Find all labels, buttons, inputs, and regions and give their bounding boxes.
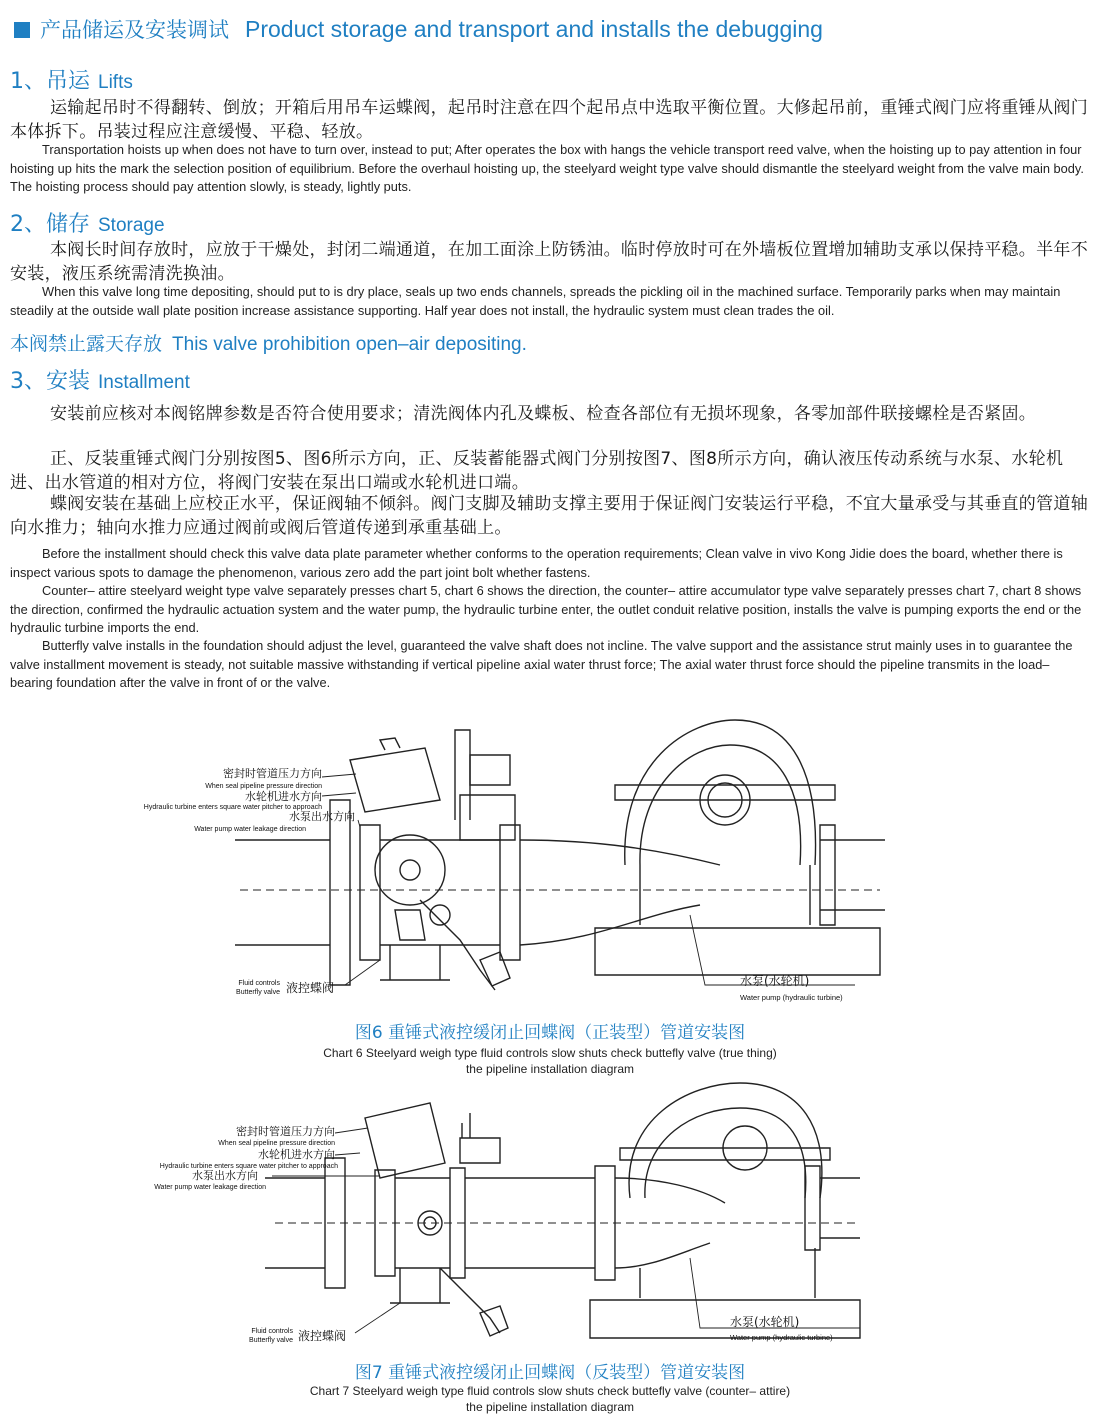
header-title-cn: 产品储运及安装调试 xyxy=(40,18,229,42)
pump-split-flange xyxy=(615,785,835,800)
weight-box xyxy=(350,748,440,812)
label-valve-en-1: Fluid controls xyxy=(238,980,280,987)
figure-7-caption-en-1: Chart 7 Steelyard weigh type fluid controls slow shuts check buttefly valve (counter– attire) xyxy=(309,1384,791,1398)
section-lifts-heading xyxy=(10,64,133,95)
label-pump-cn: 水泵出水方向 xyxy=(289,810,355,823)
label-turbine-cn: 水轮机进水方向 xyxy=(245,790,322,803)
valve-flange-right xyxy=(500,825,520,960)
header-title-en: Product storage and transport and installs the debugging xyxy=(245,16,823,42)
warning-en: This valve prohibition open–air depositing. xyxy=(172,334,527,355)
figure-7-caption-en-2: the pipeline installation diagram xyxy=(465,1400,635,1414)
figure-7-caption-cn: 图7 重锤式液控缓闭止回蝶阀（反装型）管道安装图 xyxy=(354,1363,746,1383)
figure-7-labels xyxy=(154,1124,833,1344)
pump-foundation xyxy=(595,928,880,975)
section-installment-heading xyxy=(10,364,190,395)
installment-body-cn-2: 正、反装重锤式阀门分别按图5、图6所示方向，正、反装蓄能器式阀门分别按图7、图8所示方向，确认液压传动系统与水泵、水轮机进、出水管道的相对方位，将阀门安装在泵出口端或水轮机进口端。 xyxy=(10,449,1064,493)
figure-7-diagram xyxy=(0,1078,1100,1358)
label-turbine-cn: 水轮机进水方向 xyxy=(258,1148,335,1161)
outlet-pipe xyxy=(820,840,885,910)
installment-heading-cn: 3、安装 xyxy=(10,369,90,394)
label-turbine-en: Hydraulic turbine enters square water pitcher to approach xyxy=(159,1163,338,1170)
outlet-pipe xyxy=(820,1178,860,1238)
actuator-motor xyxy=(470,755,510,785)
actuator-box xyxy=(460,795,515,840)
storage-heading-cn: 2、储存 xyxy=(10,212,90,237)
storage-heading-en: Storage xyxy=(98,215,165,236)
label-pressure-cn: 密封时管道压力方向 xyxy=(223,767,322,780)
pump-casing-inner xyxy=(640,745,801,865)
lifts-heading-en: Lifts xyxy=(98,72,133,93)
pump-casing-upper xyxy=(625,720,816,865)
storage-body-en: When this valve long time depositing, should put to is dry place, seals up two ends channels, spreads the pickling oil in the machined surface. Temporarily parks when may maintain steadily at the outside wall plate position increase assistance supporting. Half year does not install, the hydraulic system must clean trades the oil. xyxy=(10,284,1061,318)
label-turbine-en: Hydraulic turbine enters square water pitcher to approach xyxy=(143,804,322,811)
label-waterpump-cn: 水泵(水轮机) xyxy=(740,974,810,988)
label-valve-cn: 液控蝶阀 xyxy=(286,981,335,995)
lifts-body-en: Transportation hoists up when does not have to turn over, instead to put; After operates the box with hangs the vehicle transport reed valve, when the hoisting up to pay attention in four hoisting up hits the mark the selection position of equilibrium. Before the overhaul hoisting up, the steelyard weight type valve should dismantle the steelyard weight from the valve main body. The hoisting process should pay attention slowly, is steady, lightly puts. xyxy=(10,142,1084,194)
outlet-flange xyxy=(805,1166,820,1250)
valve-support xyxy=(390,1268,450,1303)
label-pressure-en: When seal pipeline pressure direction xyxy=(218,1140,335,1147)
inlet-flange xyxy=(330,800,350,985)
actuator-wheel xyxy=(375,835,445,905)
lifts-body-cn: 运输起吊时不得翻转、倒放；开箱后用吊车运蝶阀，起吊时注意在四个起吊点中选取平衡位置。大修起吊前，重锤式阀门应将重锤从阀门本体拆下。吊装过程应注意缓慢、平稳、轻放。 xyxy=(10,98,1088,142)
label-pressure-cn: 密封时管道压力方向 xyxy=(236,1125,335,1138)
installment-body-en-1: Before the installment should check this valve data plate parameter whether conforms to the operation requirements; Clean valve in vivo Kong Jidie does the board, whether there is inspect various spots to damage the phenomenon, various zero add the part joint bolt whether fastens. xyxy=(10,546,1063,580)
label-pump-en: Water pump water leakage direction xyxy=(194,826,306,833)
hydraulic-cylinder xyxy=(480,952,510,986)
figure-6-caption-en-1: Chart 6 Steelyard weigh type fluid controls slow shuts check buttefly valve (true thing) xyxy=(323,1046,777,1060)
pump-legs xyxy=(640,1248,815,1298)
pump-legs xyxy=(640,865,810,925)
figure-6-caption-cn: 图6 重锤式液控缓闭止回蝶阀（正装型）管道安装图 xyxy=(354,1023,746,1043)
label-pump-cn: 水泵出水方向 xyxy=(192,1169,258,1182)
reducer-pipe xyxy=(520,840,720,945)
label-pump-en: Water pump water leakage direction xyxy=(154,1184,266,1191)
label-valve-en-2: Butterfly valve xyxy=(236,989,280,996)
warning-line xyxy=(10,329,527,356)
hydraulic-cylinder xyxy=(480,1306,508,1336)
actuator-column xyxy=(455,730,470,820)
storage-body-cn: 本阀长时间存放时，应放于干燥处，封闭二端通道，在加工面涂上防锈油。临时停放时可在外墙板位置增加辅助支承以保持平稳。半年不安装，液压系统需清洗换油。 xyxy=(10,240,1088,284)
label-valve-cn: 液控蝶阀 xyxy=(298,1329,347,1343)
installment-body-en-2: Counter– attire steelyard weight type valve separately presses chart 5, chart 6 shows the direction, the counter– attire accumulator type valve separately presses chart 7, chart 8 shows the direction, confirmed the hydraulic actuation system and the water pump, the hydraulic turbine enter, the outlet conduit relative position, installs the valve is pumping exports the end or the hydraulic turbine imports the end. xyxy=(10,583,1082,635)
installment-body-en-3: Butterfly valve installs in the foundation should adjust the level, guaranteed the valve shaft does not incline. The valve support and the assistance strut mainly uses in to guarantee the valve installment movement is steady, not suitable massive withstanding if vertical pipeline axial water thrust force; The axial water thrust force should the pipeline transmits in the load–bearing foundation after the valve in front of or the valve. xyxy=(10,638,1073,690)
weight-box xyxy=(365,1103,445,1178)
installment-body-cn-3: 蝶阀安装在基础上应校正水平，保证阀轴不倾斜。阀门支脚及辅助支撑主要用于保证阀门安装运行平稳，不宜大量承受与其垂直的管道轴向水推力；轴向水推力应通过阀前或阀后管道传递到承重基础上。 xyxy=(10,494,1088,538)
valve-support xyxy=(380,945,450,980)
lifts-heading-cn: 1、吊运 xyxy=(10,69,90,94)
header-square-icon xyxy=(14,22,30,38)
valve-flange-left xyxy=(360,825,380,960)
label-pressure-en: When seal pipeline pressure direction xyxy=(205,783,322,790)
figure-6-caption-en-2: the pipeline installation diagram xyxy=(465,1062,635,1076)
section-storage-heading xyxy=(10,207,165,238)
inlet-pipe xyxy=(235,840,330,945)
label-waterpump-en: Water pump (hydraulic turbine) xyxy=(730,1333,833,1342)
label-valve-en-1: Fluid controls xyxy=(251,1328,293,1335)
actuator-motor xyxy=(460,1138,500,1163)
warning-cn: 本阀禁止露天存放 xyxy=(10,333,163,355)
pump-casing-inner xyxy=(645,1108,806,1198)
label-waterpump-cn: 水泵(水轮机) xyxy=(730,1315,800,1329)
figure-6-labels xyxy=(144,766,843,1002)
installment-body-cn-1: 安装前应核对本阀铭牌参数是否符合使用要求；清洗阀体内孔及蝶板、检查各部位有无损坏现象，各零加部件联接螺栓是否紧固。 xyxy=(50,404,1037,424)
label-waterpump-en: Water pump (hydraulic turbine) xyxy=(740,993,843,1002)
installment-heading-en: Installment xyxy=(98,372,190,393)
figure-6-diagram xyxy=(0,700,1100,1015)
page-header xyxy=(14,14,823,44)
label-valve-en-2: Butterfly valve xyxy=(249,1337,293,1344)
